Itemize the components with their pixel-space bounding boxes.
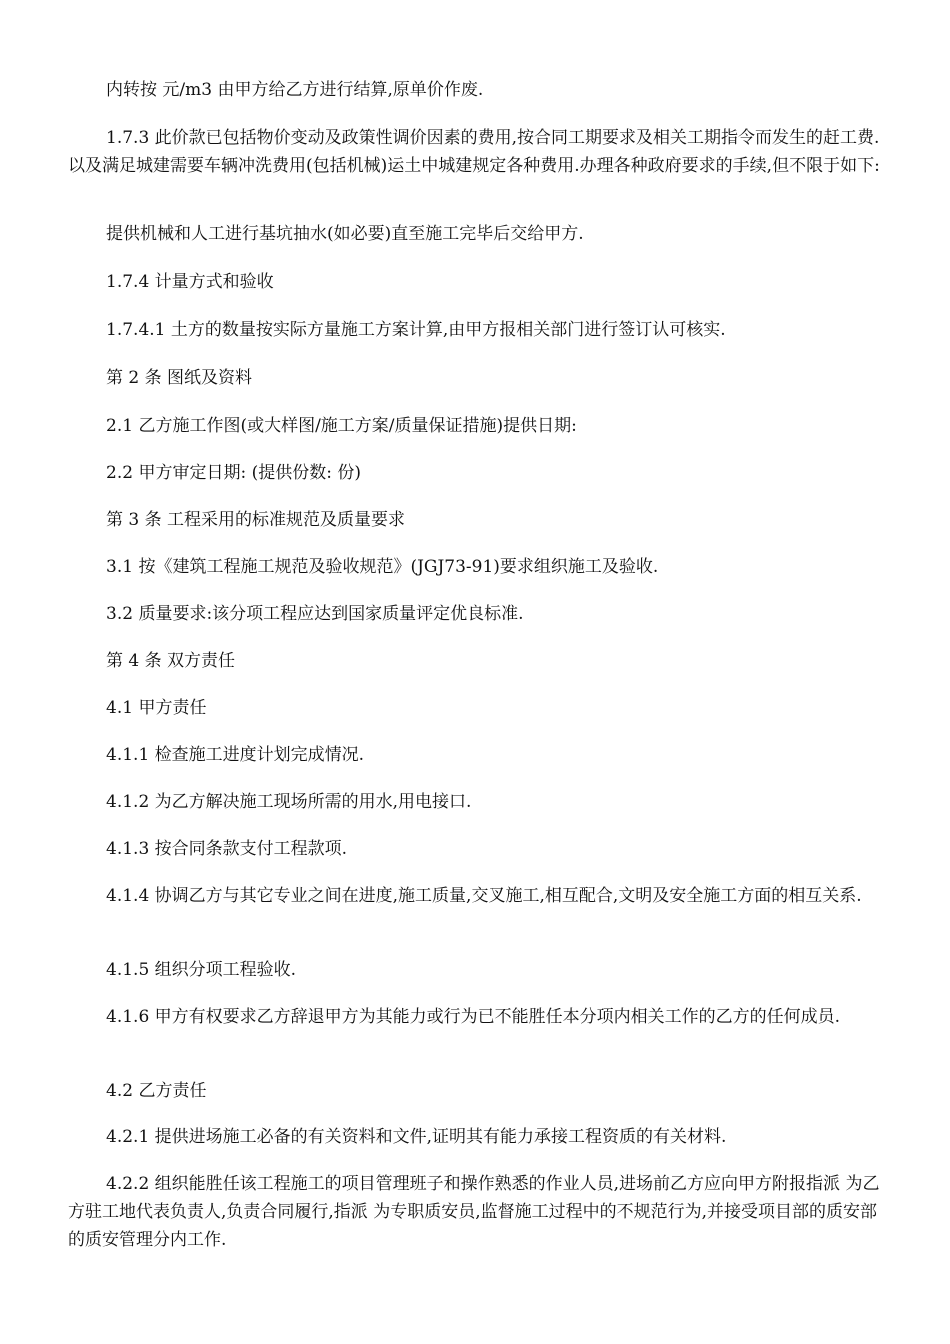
paragraph-4-1-4: 4.1.4 协调乙方与其它专业之间在进度,施工质量,交叉施工,相互配合,文明及安全施工方面的相互关系. — [106, 886, 862, 906]
paragraph-4-2-2: 4.2.2 组织能胜任该工程施工的项目管理班子和操作熟悉的作业人员,进场前乙方应向甲方附报指派 为乙方驻工地代表负责人,负责合同履行,指派 为专职质安员,监督施工过程中的不规范行为,并接受项目部的质安部的质安管理分内工作. — [68, 1174, 880, 1250]
heading-4-1: 4.1 甲方责任 — [106, 698, 207, 718]
paragraph-4-1-2: 4.1.2 为乙方解决施工现场所需的用水,用电接口. — [106, 792, 472, 812]
paragraph-4-1-6: 4.1.6 甲方有权要求乙方辞退甲方为其能力或行为已不能胜任本分项内相关工作的乙方的任何成员. — [106, 1007, 841, 1027]
paragraph-4-2-1: 4.2.1 提供进场施工必备的有关资料和文件,证明其有能力承接工程资质的有关材料. — [106, 1127, 727, 1147]
paragraph-pumping: 提供机械和人工进行基坑抽水(如必要)直至施工完毕后交给甲方. — [106, 224, 584, 244]
heading-article-3: 第 3 条 工程采用的标准规范及质量要求 — [106, 510, 406, 530]
paragraph-2-1: 2.1 乙方施工作图(或大样图/施工方案/质量保证措施)提供日期: — [106, 416, 577, 436]
heading-4-2: 4.2 乙方责任 — [106, 1081, 207, 1101]
paragraph-1-7-4: 1.7.4 计量方式和验收 — [106, 272, 274, 292]
paragraph-4-1-1: 4.1.1 检查施工进度计划完成情况. — [106, 745, 365, 765]
paragraph-1-7-4-1: 1.7.4.1 土方的数量按实际方量施工方案计算,由甲方报相关部门进行签订认可核实. — [106, 320, 726, 340]
paragraph-3-1: 3.1 按《建筑工程施工规范及验收规范》(JGJ73-91)要求组织施工及验收. — [106, 557, 659, 577]
paragraph-1-7-3: 1.7.3 此价款已包括物价变动及政策性调价因素的费用,按合同工期要求及相关工期指令而发生的赶工费.以及满足城建需要车辆冲洗费用(包括机械)运土中城建规定各种费用.办理各种政府要求的手续,但不限于如下: — [68, 128, 880, 176]
paragraph-4-1-5: 4.1.5 组织分项工程验收. — [106, 960, 297, 980]
heading-article-2: 第 2 条 图纸及资料 — [106, 368, 253, 388]
heading-article-4: 第 4 条 双方责任 — [106, 651, 236, 671]
paragraph-2-2: 2.2 甲方审定日期: (提供份数: 份) — [106, 463, 361, 483]
paragraph-3-2: 3.2 质量要求:该分项工程应达到国家质量评定优良标准. — [106, 604, 524, 624]
paragraph-settlement-price: 内转按 元/m3 由甲方给乙方进行结算,原单价作废. — [106, 80, 484, 100]
paragraph-4-1-3: 4.1.3 按合同条款支付工程款项. — [106, 839, 348, 859]
